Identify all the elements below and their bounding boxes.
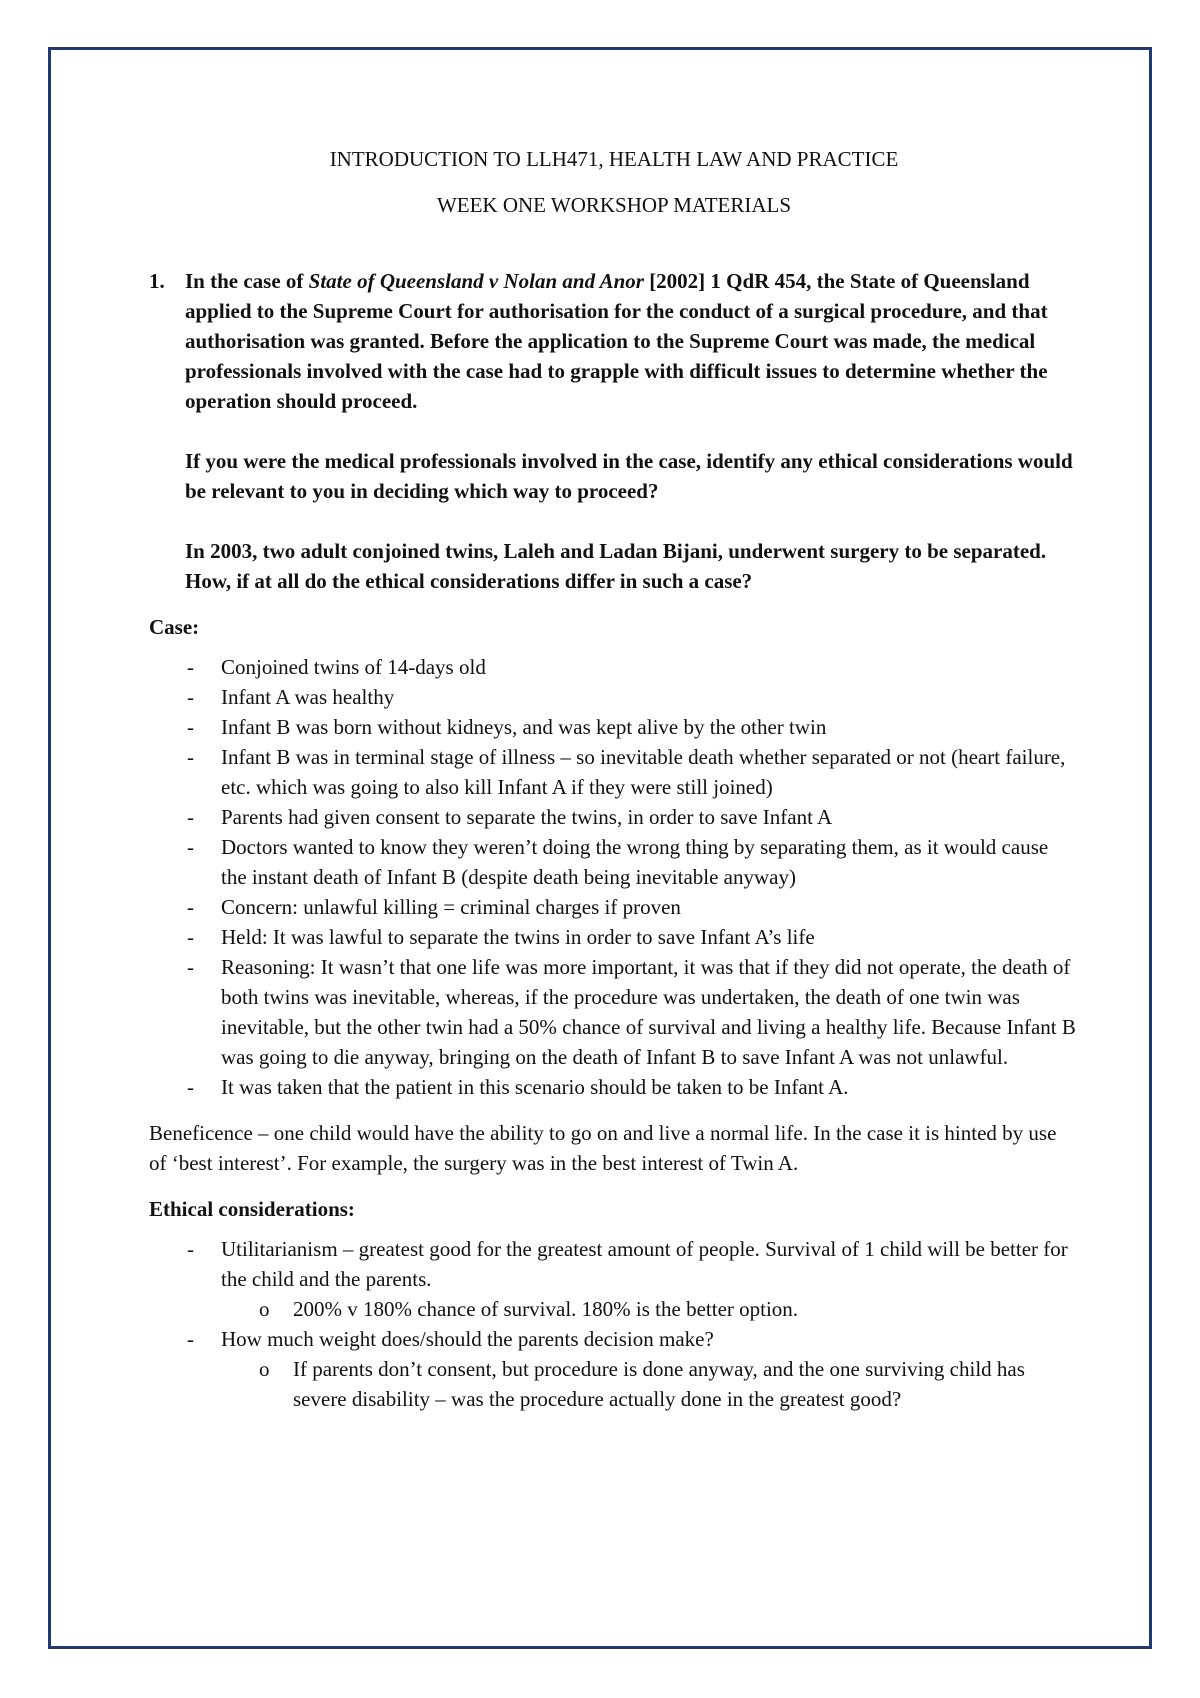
case-bullet [149,682,1079,712]
ethical-bullet-text: Utilitarianism – greatest good for the greatest amount of people. Survival of 1 child will be better for the child and the parents. [221,1237,1068,1291]
case-bullet-text: Infant A was healthy [221,685,395,709]
case-bullet-text: Concern: unlawful killing = criminal charges if proven [221,895,681,919]
case-bullet [149,922,1079,952]
ethical-sub-list [221,1294,1079,1324]
question-1 [149,266,1079,596]
document-subtitle: WEEK ONE WORKSHOP MATERIALS [436,193,792,217]
dash-mark: - [187,1237,194,1261]
document-body [149,146,1079,1414]
case-bullet-text: Parents had given consent to separate the twins, in order to save Infant A [221,805,833,829]
dash-mark: - [187,955,194,979]
ethical-bullet [149,1234,1079,1324]
case-bullet [149,1072,1079,1102]
circle-mark: o [259,1297,270,1321]
case-bullet-text: Conjoined twins of 14-days old [221,655,486,679]
case-bullet-text: Held: It was lawful to separate the twins in order to save Infant A’s life [221,925,815,949]
dash-mark: - [187,835,194,859]
question-1-paragraph-3: In 2003, two adult conjoined twins, Laleh and Ladan Bijani, underwent surgery to be separated. How, if at all do the ethical considerations differ in such a case? [185,539,1047,593]
ethical-sub-text: 200% v 180% chance of survival. 180% is the better option. [293,1297,799,1321]
case-bullet-list [149,652,1079,1102]
question-number: 1. [149,269,165,293]
question-1-paragraph-1 [185,266,1079,416]
question-list [149,266,1079,596]
ethical-bullet-list [149,1234,1079,1414]
case-bullet [149,952,1079,1072]
page-border [48,47,1152,1649]
ethical-sub-bullet [221,1354,1079,1414]
ethical-sub-bullet [221,1294,1079,1324]
case-heading: Case: [149,615,200,639]
dash-mark: - [187,1327,194,1351]
case-bullet-text: It was taken that the patient in this scenario should be taken to be Infant A. [221,1075,849,1099]
ethical-sub-text: If parents don’t consent, but procedure is done anyway, and the one surviving child has severe disability – was the procedure actually done in the greatest good? [293,1357,1025,1411]
dash-mark: - [187,715,194,739]
case-bullet-text: Infant B was born without kidneys, and was kept alive by the other twin [221,715,827,739]
case-bullet [149,652,1079,682]
ethical-bullet [149,1324,1079,1414]
dash-mark: - [187,925,194,949]
question-1-paragraph-2: If you were the medical professionals involved in the case, identify any ethical considerations would be relevant to you in deciding which way to proceed? [185,449,1073,503]
dash-mark: - [187,1075,194,1099]
dash-mark: - [187,655,194,679]
case-bullet-text: Reasoning: It wasn’t that one life was more important, it was that if they did not operate, the death of both twins was inevitable, whereas, if the procedure was undertaken, the death of one twin was inevitable, but the other twin had a 50% chance of survival and living a healthy life. Because Infant B was going to die anyway, bringing on the death of Infant B to save Infant A was not unlawful. [221,955,1076,1069]
ethical-sub-list [221,1354,1079,1414]
case-bullet-text: Infant B was in terminal stage of illness – so inevitable death whether separated or not (heart failure, etc. which was going to also kill Infant A if they were still joined) [221,745,1066,799]
dash-mark: - [187,895,194,919]
dash-mark: - [187,805,194,829]
question-1-p1-pre: In the case of [185,269,309,293]
ethical-bullet-text: How much weight does/should the parents decision make? [221,1327,714,1351]
circle-mark: o [259,1357,270,1381]
question-1-p1-post: [2002] 1 QdR 454, the State of Queensland applied to the Supreme Court for authorisation for the conduct of a surgical procedure, and that authorisation was granted. Before the application to the Supreme Court was made, the medical professionals involved with the case had to grapple with difficult issues to determine whether the operation should proceed. [185,269,1048,413]
document-title: INTRODUCTION TO LLH471, HEALTH LAW AND PRACTICE [329,147,899,171]
case-bullet [149,742,1079,802]
dash-mark: - [187,745,194,769]
case-bullet-text: Doctors wanted to know they weren’t doing the wrong thing by separating them, as it would cause the instant death of Infant B (despite death being inevitable anyway) [221,835,1049,889]
case-bullet [149,802,1079,832]
case-name: State of Queensland v Nolan and Anor [308,269,644,293]
ethical-heading: Ethical considerations: [149,1197,355,1221]
case-bullet [149,892,1079,922]
dash-mark: - [187,685,194,709]
case-bullet [149,712,1079,742]
case-bullet [149,832,1079,892]
beneficence-paragraph: Beneficence – one child would have the ability to go on and live a normal life. In the case it is hinted by use of ‘best interest’. For example, the surgery was in the best interest of Twin A. [149,1121,1057,1175]
